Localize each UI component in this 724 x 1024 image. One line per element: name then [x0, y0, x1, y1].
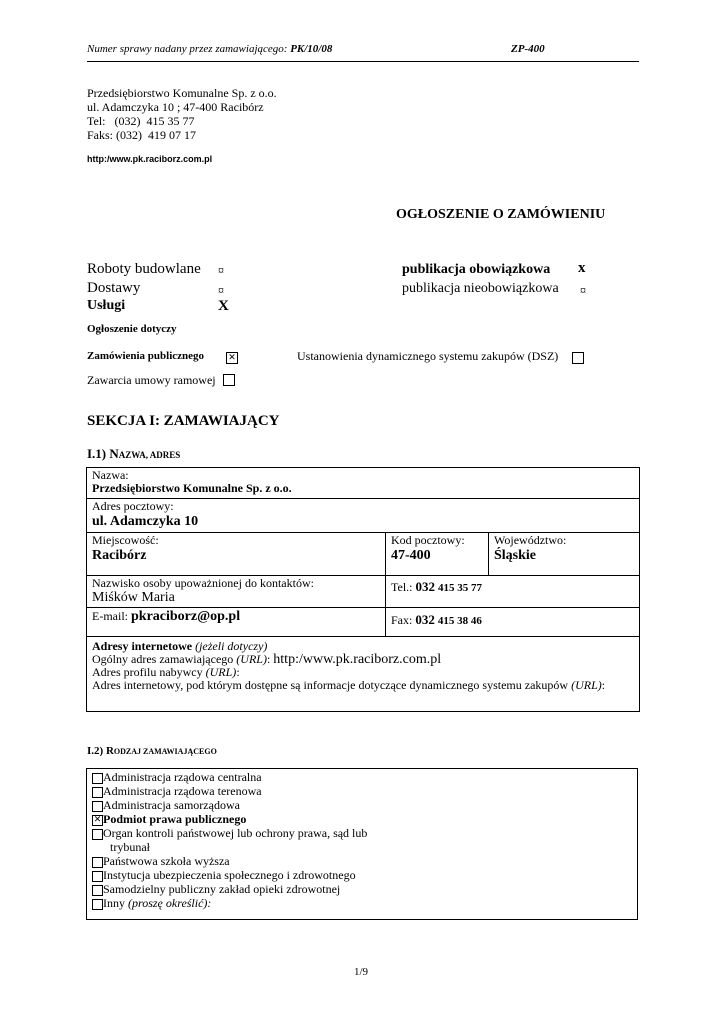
buyer-type-item: Administracja rządowa centralna — [92, 770, 637, 784]
contact-value: Miśków Maria — [92, 590, 175, 605]
buyer-type-checkbox[interactable] — [92, 801, 103, 812]
buyer-type-checkbox[interactable] — [92, 899, 103, 910]
company-tel: Tel: (032) 415 35 77 — [87, 114, 195, 128]
pub-optional-mark[interactable]: ¤ — [580, 283, 586, 297]
buyer-type-item: Administracja samorządowa — [92, 798, 637, 812]
tel-prefix: 032 — [415, 579, 435, 594]
type-dostawy: Dostawy — [87, 280, 141, 296]
concerns-heading: Ogłoszenie dotyczy — [87, 323, 177, 335]
dsz-label: Ustanowienia dynamicznego systemu zakupów (DSZ) — [297, 349, 559, 363]
public-order-checkbox[interactable]: ✕ — [226, 349, 238, 367]
company-url-link[interactable]: http:/www.pk.raciborz.com.pl — [87, 154, 213, 164]
section-title: SEKCJA I: ZAMAWIAJĄCY — [87, 413, 280, 429]
type-roboty: Roboty budowlane — [87, 261, 201, 277]
postal-value: ul. Adamczyka 10 — [92, 514, 199, 529]
page-number: 1/9 — [354, 966, 369, 978]
header-label: Numer sprawy nadany przez zamawiającego: — [87, 43, 288, 55]
buyer-type-checkbox[interactable] — [92, 773, 103, 784]
buyer-type-item: Państwowa szkoła wyższa — [92, 854, 637, 868]
framework-label: Zawarcia umowy ramowej — [87, 373, 216, 387]
type-roboty-mark[interactable]: ¤ — [218, 263, 224, 277]
fax-number: 415 38 46 — [437, 615, 482, 627]
subsection-i1: I.1) NAZWA, ADRES — [87, 446, 181, 461]
pub-mandatory: publikacja obowiązkowa — [402, 262, 551, 277]
city-value: Racibórz — [92, 548, 147, 563]
case-number: PK/10/08 — [290, 43, 333, 55]
buyer-type-checkbox[interactable] — [92, 787, 103, 798]
header-case-line — [87, 43, 332, 55]
public-order-label: Zamówienia publicznego — [87, 350, 205, 362]
fax-prefix: 032 — [415, 612, 435, 627]
company-fax: Faks: (032) 419 07 17 — [87, 128, 196, 142]
address-table: Nazwa: Przedsiębiorstwo Komunalne Sp. z o.o. Adres pocztowy: ul. Adamczyka 10 Miejscowość: Racibórz Kod pocztowy: 47-400 Województwo: Śląskie Nazwisko osoby upoważnionej do kontaktów: Miśków Maria Tel.: 032 415 35 77 E-mail: pkraciborz@op.pl Fax: 032 415 38 46 Adresy internetowe (jeżeli dotyczy) Ogólny adres zamawiającego (URL): http:/www.pk.raciborz.com.pl Adres profilu nabywcy (URL): Adres internetowy, pod którym dostępne są informacje dotyczące dynamicznego systemu zakupów (URL): — [86, 467, 640, 712]
buyer-type-item: Administracja rządowa terenowa — [92, 784, 637, 798]
buyer-type-box — [86, 768, 638, 920]
pub-mandatory-mark[interactable]: x — [578, 260, 586, 276]
company-street: ul. Adamczyka 10 ; 47-400 Racibórz — [87, 100, 264, 114]
tel-number: 415 35 77 — [438, 582, 482, 594]
zip-value: 47-400 — [391, 548, 431, 563]
buyer-type-checkbox[interactable]: ✕ — [93, 814, 102, 825]
pub-optional: publikacja nieobowiązkowa — [402, 281, 559, 296]
general-url[interactable]: http:/www.pk.raciborz.com.pl — [273, 652, 442, 667]
doc-code: ZP-400 — [511, 43, 545, 55]
name-value: Przedsiębiorstwo Komunalne Sp. z o.o. — [92, 481, 292, 495]
company-name: Przedsiębiorstwo Komunalne Sp. z o.o. — [87, 86, 277, 100]
voivodeship-value: Śląskie — [494, 548, 537, 563]
dsz-checkbox[interactable] — [572, 349, 584, 367]
header-divider — [87, 61, 639, 62]
buyer-type-item: Organ kontroli państwowej lub ochrony prawa, sąd lub — [92, 826, 637, 840]
buyer-type-checkbox[interactable] — [92, 829, 103, 840]
email-value: pkraciborz@op.pl — [131, 609, 241, 624]
type-dostawy-mark[interactable]: ¤ — [218, 283, 224, 297]
buyer-type-checkbox[interactable] — [92, 885, 103, 896]
type-uslugi: Usługi — [87, 298, 126, 313]
buyer-type-item: trybunał — [110, 840, 150, 854]
framework-checkbox[interactable] — [223, 371, 235, 389]
buyer-type-item: Samodzielny publiczny zakład opieki zdrowotnej — [92, 882, 637, 896]
subsection-i2: I.2) RODZAJ ZAMAWIAJĄCEGO — [87, 745, 217, 757]
buyer-type-checkbox[interactable] — [92, 871, 103, 882]
buyer-type-item: Inny (proszę określić): — [92, 896, 637, 910]
page-title: OGŁOSZENIE O ZAMÓWIENIU — [396, 207, 606, 222]
type-uslugi-mark[interactable]: X — [218, 298, 229, 314]
address-block — [87, 86, 277, 142]
buyer-type-item: Instytucja ubezpieczenia społecznego i zdrowotnego — [92, 868, 637, 882]
buyer-type-checkbox[interactable] — [92, 857, 103, 868]
buyer-type-item: ✕ Podmiot prawa publicznego — [93, 812, 247, 826]
